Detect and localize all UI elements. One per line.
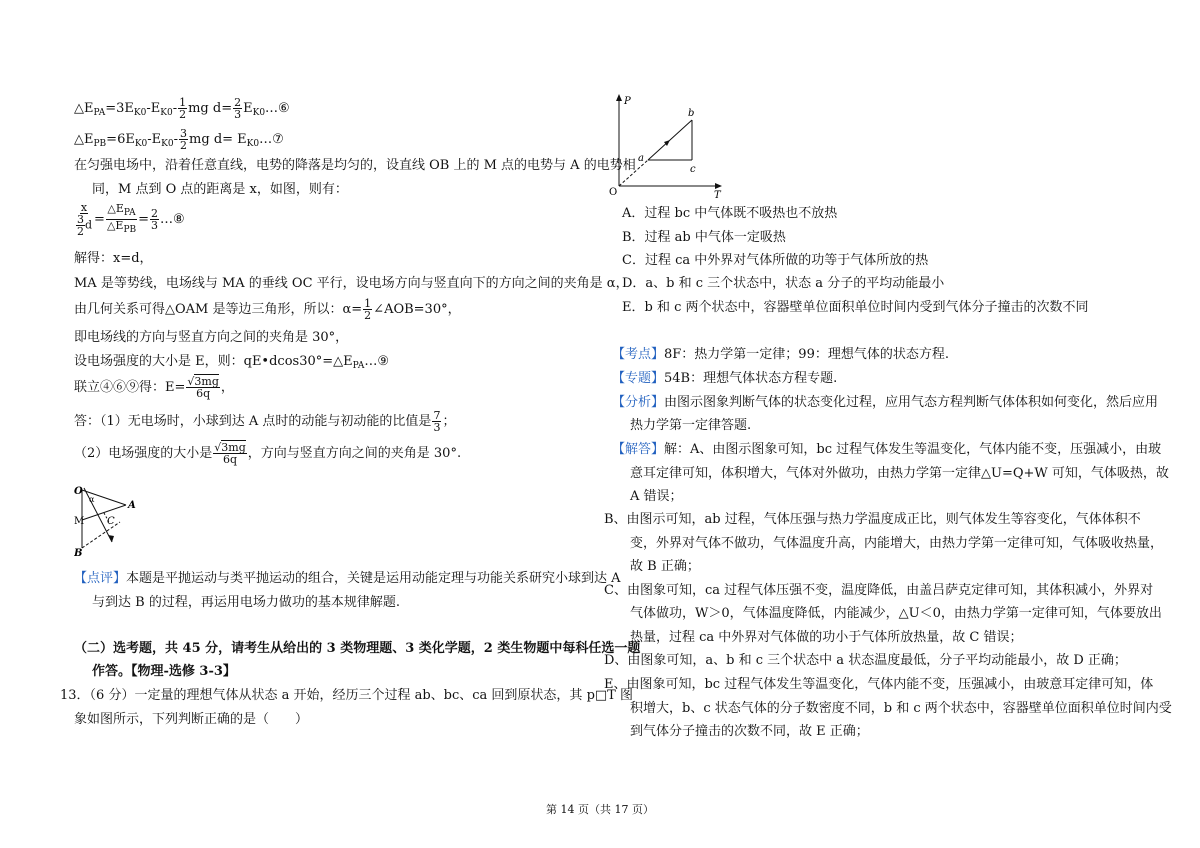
jieda-line bbox=[612, 441, 1161, 459]
eq-sub: K0 bbox=[133, 108, 147, 118]
eq-sub: PA bbox=[93, 108, 106, 118]
numerator: 7 bbox=[433, 409, 441, 422]
fenxi-line bbox=[612, 394, 1158, 412]
paragraph-line: MA 是等势线，电场线与 MA 的垂线 OC 平行，设电场方向与竖直向下的方向之间的夹角是 α， bbox=[74, 276, 629, 291]
eq-text: mg d= E bbox=[189, 132, 247, 147]
eq-text: △E bbox=[74, 101, 94, 116]
eq-sub: PB bbox=[93, 139, 107, 149]
paragraph-line: 同，M 点到 O 点的距离是 x，如图，则有： bbox=[92, 182, 348, 197]
page-footer: 第 14 页（共 17 页） bbox=[546, 803, 654, 816]
numerator: 3 bbox=[180, 127, 188, 140]
label-c: c bbox=[690, 164, 696, 175]
radicand: 3mg bbox=[194, 375, 219, 388]
comment-tag: 【点评】 bbox=[74, 571, 127, 586]
answer-line-2 bbox=[74, 442, 461, 465]
T-axis-arrow bbox=[715, 183, 722, 189]
eq-text: ； bbox=[442, 414, 456, 429]
comment-text: 本题是平抛运动与类平抛运动的组合，关键是运用动能定理与功能关系研究小球到达 A bbox=[126, 571, 621, 586]
label-a: a bbox=[638, 153, 644, 164]
paragraph-line: 即电场线的方向与竖直方向之间的夹角是 30°， bbox=[74, 330, 349, 345]
denominator: 2 bbox=[180, 139, 188, 152]
fenxi-tag: 【分析】 bbox=[612, 395, 665, 410]
eq-marker: …⑧ bbox=[160, 212, 185, 227]
eq-text: - bbox=[173, 132, 179, 147]
answer-E: 积增大，b、c 状态气体的分子数密度不同，b 和 c 两个状态中，容器壁单位面积单位时间内受 bbox=[630, 701, 1172, 716]
denominator bbox=[106, 220, 137, 236]
eq-sub: K0 bbox=[134, 139, 148, 149]
label-alpha: α bbox=[89, 495, 95, 504]
label-M: M bbox=[74, 516, 85, 527]
fraction bbox=[178, 97, 187, 120]
eq-marker: …⑨ bbox=[364, 354, 390, 369]
answer-C: 气体做功，W＞0，气体温度降低，内能减少，△U＜0，由热力学第一定律可知，气体要放出 bbox=[630, 606, 1162, 621]
fraction bbox=[432, 410, 441, 433]
line-MA bbox=[82, 505, 126, 520]
numerator: 2 bbox=[234, 96, 242, 109]
paragraph-line: 解得：x=d， bbox=[74, 251, 153, 266]
p-axis-arrow bbox=[616, 94, 622, 101]
pT-graph bbox=[606, 92, 726, 198]
eq-sub: PA bbox=[352, 361, 365, 371]
eq-text: △E bbox=[106, 219, 124, 232]
answer-B: 故 B 正确； bbox=[630, 559, 700, 574]
kaodian-text: 8F：热力学第一定律；99：理想气体的状态方程. bbox=[664, 347, 949, 362]
label-T: T bbox=[714, 190, 721, 198]
equation-6 bbox=[74, 97, 290, 122]
fraction bbox=[233, 97, 242, 120]
eq-text: （2）电场强度的大小是 bbox=[74, 446, 213, 461]
kaodian-line bbox=[612, 346, 949, 364]
fraction bbox=[75, 202, 93, 237]
fenxi-text: 由图示图象判断气体的状态变化过程，应用气态方程判断气体体积如何变化，然后应用 bbox=[664, 395, 1159, 410]
denominator: 3 bbox=[433, 421, 441, 434]
eq-text: mg d= bbox=[188, 101, 233, 116]
fraction bbox=[179, 128, 188, 151]
label-B: B bbox=[74, 548, 83, 559]
eq-text: △E bbox=[107, 202, 124, 215]
jieda-line: 意耳定律可知，体积增大，气体对外做功，由热力学第一定律△U=Q+W 可知，气体吸热，故 bbox=[630, 466, 1169, 481]
answer-E: 到气体分子撞击的次数不同，故 E 正确； bbox=[630, 724, 869, 739]
label-A: A bbox=[128, 500, 136, 511]
denominator: 3 bbox=[234, 108, 242, 121]
eq-sub: PB bbox=[123, 225, 137, 235]
answer-C: 热量，过程 ca 中外界对气体做的功小于气体所放热量，故 C 错误； bbox=[630, 630, 1023, 645]
answer-E: E、由图象可知，bc 过程气体发生等温变化，气体内能不变，压强减小，由玻意耳定律可知，体 bbox=[604, 677, 1154, 692]
eq-text: ∠AOB=30°， bbox=[373, 302, 461, 317]
zhuanti-line bbox=[612, 370, 837, 388]
eq-marker: …⑥ bbox=[265, 101, 290, 116]
eq-text: 联立④⑥⑨得：E= bbox=[74, 380, 186, 395]
section-heading: 作答。【物理-选修 3-3】 bbox=[92, 664, 236, 679]
paragraph-line bbox=[74, 353, 389, 375]
eq-text: =6E bbox=[106, 132, 135, 147]
numerator: 1 bbox=[364, 297, 372, 310]
radicand: 3mg bbox=[221, 441, 246, 454]
equation-8 bbox=[74, 202, 185, 237]
kaodian-tag: 【考点】 bbox=[612, 347, 665, 362]
comment-line bbox=[74, 570, 621, 588]
comment-line: 与到达 B 的过程，再运用电场力做功的基本规律解题. bbox=[92, 595, 400, 610]
fraction bbox=[186, 376, 220, 399]
field-figure bbox=[74, 480, 154, 560]
eq-text: - bbox=[172, 101, 178, 116]
denominator: 2 bbox=[77, 225, 84, 238]
question-13: 象如图所示，下列判断正确的是（ ） bbox=[74, 712, 309, 727]
numerator: x bbox=[80, 201, 88, 214]
fraction bbox=[106, 203, 137, 236]
fraction bbox=[213, 442, 247, 465]
numerator: 1 bbox=[179, 96, 187, 109]
eq-sub: K0 bbox=[246, 139, 260, 149]
label-p: P bbox=[624, 96, 631, 107]
numerator: √3mg bbox=[214, 441, 246, 454]
eq-sub: PA bbox=[123, 208, 136, 218]
eq-text: = bbox=[138, 212, 150, 227]
jieda-tag: 【解答】 bbox=[612, 442, 665, 457]
jieda-text: 解：A、由图示图象可知，bc 过程气体发生等温变化，气体内能不变，压强减小，由玻 bbox=[664, 442, 1162, 457]
numerator: 3 bbox=[77, 213, 84, 226]
paragraph-line bbox=[74, 376, 234, 399]
fraction bbox=[150, 208, 159, 231]
eq-text: -E bbox=[146, 101, 161, 116]
label-O: O bbox=[74, 486, 83, 497]
fraction bbox=[363, 298, 372, 321]
answer-B: B、由图示可知，ab 过程，气体压强与热力学温度成正比，则气体发生等容变化，气体体积不 bbox=[604, 512, 1141, 527]
eq-text: -E bbox=[147, 132, 162, 147]
paragraph-line: 在匀强电场中，沿着任意直线，电势的降落是均匀的，设直线 OB 上的 M 点的电势与 A 的电势相 bbox=[74, 158, 636, 173]
eq-text: 设电场强度的大小是 E，则：qE•dcos30°=△E bbox=[74, 354, 353, 369]
option-E: E．b 和 c 两个状态中，容器壁单位面积单位时间内受到气体分子撞击的次数不同 bbox=[622, 300, 1089, 315]
denominator: 2 bbox=[179, 108, 187, 121]
label-b: b bbox=[688, 108, 695, 119]
zhuanti-tag: 【专题】 bbox=[612, 371, 665, 386]
numerator: 2 bbox=[151, 207, 159, 220]
eq-marker: …⑦ bbox=[259, 132, 284, 147]
label-C: C bbox=[107, 516, 115, 527]
jieda-line: A 错误； bbox=[630, 489, 683, 504]
eq-text: =3E bbox=[105, 101, 134, 116]
numerator: √3mg bbox=[187, 375, 219, 388]
option-D: D．a、b 和 c 三个状态中，状态 a 分子的平均动能最小 bbox=[622, 276, 945, 291]
eq-text: ， bbox=[220, 380, 234, 395]
eq-text: ，方向与竖直方向之间的夹角是 30°. bbox=[247, 446, 462, 461]
answer-D: D、由图象可知，a、b 和 c 三个状态中 a 状态温度最低，分子平均动能最小，故 D 正确； bbox=[604, 653, 1127, 668]
fenxi-line: 热力学第一定律答题. bbox=[630, 418, 752, 433]
option-B: B．过程 ab 中气体一定吸热 bbox=[622, 230, 786, 245]
option-C: C．过程 ca 中外界对气体所做的功等于气体所放的热 bbox=[622, 253, 929, 268]
answer-line-1 bbox=[74, 410, 455, 433]
zhuanti-text: 54B：理想气体状态方程专题. bbox=[664, 371, 838, 386]
denominator: 6q bbox=[223, 453, 238, 466]
section-heading: （二）选考题，共 45 分，请考生从给出的 3 类物理题、3 类化学题，2 类生物题中每科任选一题 bbox=[74, 641, 641, 656]
answer-B: 变，外界对气体不做功，气体温度升高，内能增大，由热力学第一定律可知，气体吸收热量， bbox=[630, 536, 1164, 551]
option-A: A．过程 bc 中气体既不吸热也不放热 bbox=[622, 206, 838, 221]
eq-text: 由几何关系可得△OAM 是等边三角形，所以：α= bbox=[74, 302, 363, 317]
equation-7 bbox=[74, 128, 284, 153]
eq-text: E bbox=[243, 101, 253, 116]
fraction bbox=[76, 214, 85, 237]
denominator bbox=[75, 214, 93, 237]
denominator: 6q bbox=[196, 387, 211, 400]
eq-sub: K0 bbox=[252, 108, 266, 118]
eq-text: 答：（1）无电场时，小球到达 A 点时的动能与初动能的比值是 bbox=[74, 414, 432, 429]
eq-sub: K0 bbox=[161, 139, 174, 149]
denominator: 2 bbox=[364, 309, 372, 322]
paragraph-line bbox=[74, 298, 461, 321]
eq-text: = bbox=[94, 212, 105, 227]
denominator: 3 bbox=[151, 219, 159, 232]
numerator bbox=[106, 203, 136, 220]
eq-sub: K0 bbox=[160, 108, 173, 118]
eq-text: d bbox=[85, 218, 93, 232]
label-O: O bbox=[609, 187, 618, 198]
answer-C: C、由图象可知，ca 过程气体压强不变，温度降低，由盖吕萨克定律可知，其体积减小，外界对 bbox=[604, 583, 1154, 598]
eq-text: △E bbox=[74, 132, 94, 147]
question-13: 13．（6 分）一定量的理想气体从状态 a 开始，经历三个过程 ab、bc、ca 回到原状态，其 p□T 图 bbox=[60, 688, 633, 703]
